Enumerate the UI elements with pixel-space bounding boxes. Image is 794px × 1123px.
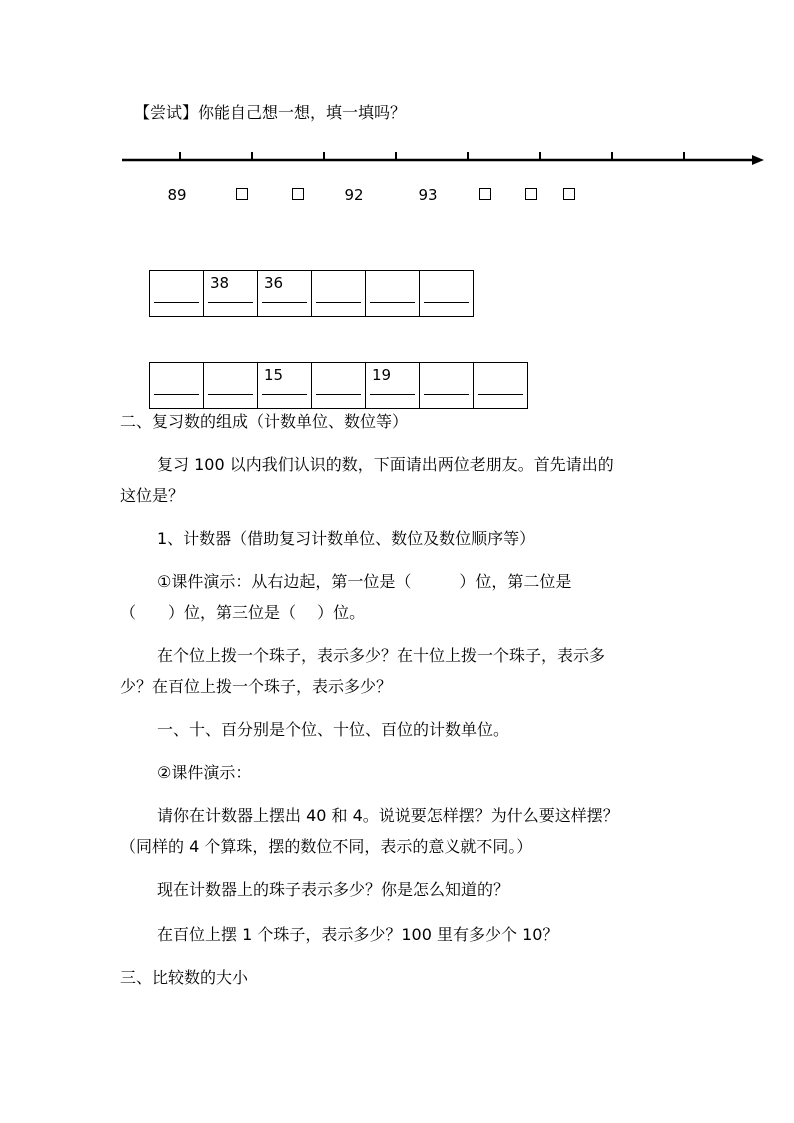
number-line-blank-box	[292, 186, 304, 204]
fill-in-blank-line	[316, 394, 361, 395]
number-line-blank-box	[479, 186, 491, 204]
fill-in-blank-line	[262, 394, 307, 395]
number-line-arrowhead	[752, 155, 764, 165]
table-cell	[204, 271, 258, 317]
fill-in-blank-line	[424, 394, 469, 395]
fill-in-blank-line	[316, 302, 361, 303]
section-2-title: 二、复习数的组成（计数单位、数位等）	[120, 412, 409, 431]
table-cell	[150, 363, 204, 409]
table-cell	[474, 363, 528, 409]
table-cell	[366, 271, 420, 317]
demo-1-line-1: ①课件演示：从右边起，第一位是（ ）位，第二位是	[157, 572, 572, 591]
paragraph-1-line-2: 这位是？	[120, 486, 185, 505]
paragraph-5: 现在计数器上的珠子表示多少？你是怎么知道的？	[157, 880, 510, 899]
number-line-label-92: 92	[344, 186, 364, 204]
fill-in-blank-line	[478, 394, 523, 395]
number-line-blank-box	[563, 186, 575, 204]
fill-in-blank-line	[154, 302, 199, 303]
paragraph-2-line-2: 少？在百位上拨一个珠子，表示多少？	[120, 677, 393, 696]
section-3-title: 三、比较数的大小	[120, 968, 249, 987]
paragraph-4-line-1: 请你在计数器上摆出 40 和 4。说说要怎样摆？为什么要这样摆？	[157, 806, 619, 825]
demo-2: ②课件演示：	[157, 763, 252, 782]
table-cell	[150, 271, 204, 317]
demo-1-line-2: （ ）位，第三位是（ ）位。	[120, 603, 366, 622]
cell-number: 36	[264, 274, 284, 292]
paragraph-4-line-2: （同样的 4 个算珠，摆的数位不同，表示的意义就不同。）	[120, 837, 533, 856]
number-line	[0, 0, 794, 230]
fill-in-blank-line	[262, 302, 307, 303]
table-cell	[258, 363, 312, 409]
paragraph-3: 一、十、百分别是个位、十位、百位的计数单位。	[157, 720, 510, 739]
table-cell	[204, 363, 258, 409]
cell-number: 19	[372, 366, 392, 384]
sequence-table-1	[149, 270, 474, 317]
number-line-label-89: 89	[167, 186, 187, 204]
fill-in-blank-line	[208, 302, 253, 303]
try-heading: 【尝试】你能自己想一想，填一填吗？	[134, 103, 407, 122]
table-cell	[420, 271, 474, 317]
sequence-table-2	[149, 362, 528, 409]
table-cell	[258, 271, 312, 317]
paragraph-1-line-1: 复习 100 以内我们认识的数，下面请出两位老朋友。首先请出的	[157, 455, 614, 474]
table-cell	[312, 363, 366, 409]
number-line-blank-box	[525, 186, 537, 204]
number-line-blank-box	[236, 186, 248, 204]
fill-in-blank-line	[154, 394, 199, 395]
paragraph-2-line-1: 在个位上拨一个珠子，表示多少？在十位上拨一个珠子，表示多	[157, 646, 606, 665]
fill-in-blank-line	[370, 302, 415, 303]
table-cell	[312, 271, 366, 317]
table-cell	[420, 363, 474, 409]
number-line-label-93: 93	[418, 186, 438, 204]
cell-number: 38	[210, 274, 230, 292]
fill-in-blank-line	[370, 394, 415, 395]
table-cell	[366, 363, 420, 409]
cell-number: 15	[264, 366, 284, 384]
fill-in-blank-line	[208, 394, 253, 395]
paragraph-6: 在百位上摆 1 个珠子，表示多少？100 里有多少个 10？	[157, 925, 559, 944]
item-1: 1、计数器（借助复习计数单位、数位及数位顺序等）	[157, 529, 536, 548]
fill-in-blank-line	[424, 302, 469, 303]
